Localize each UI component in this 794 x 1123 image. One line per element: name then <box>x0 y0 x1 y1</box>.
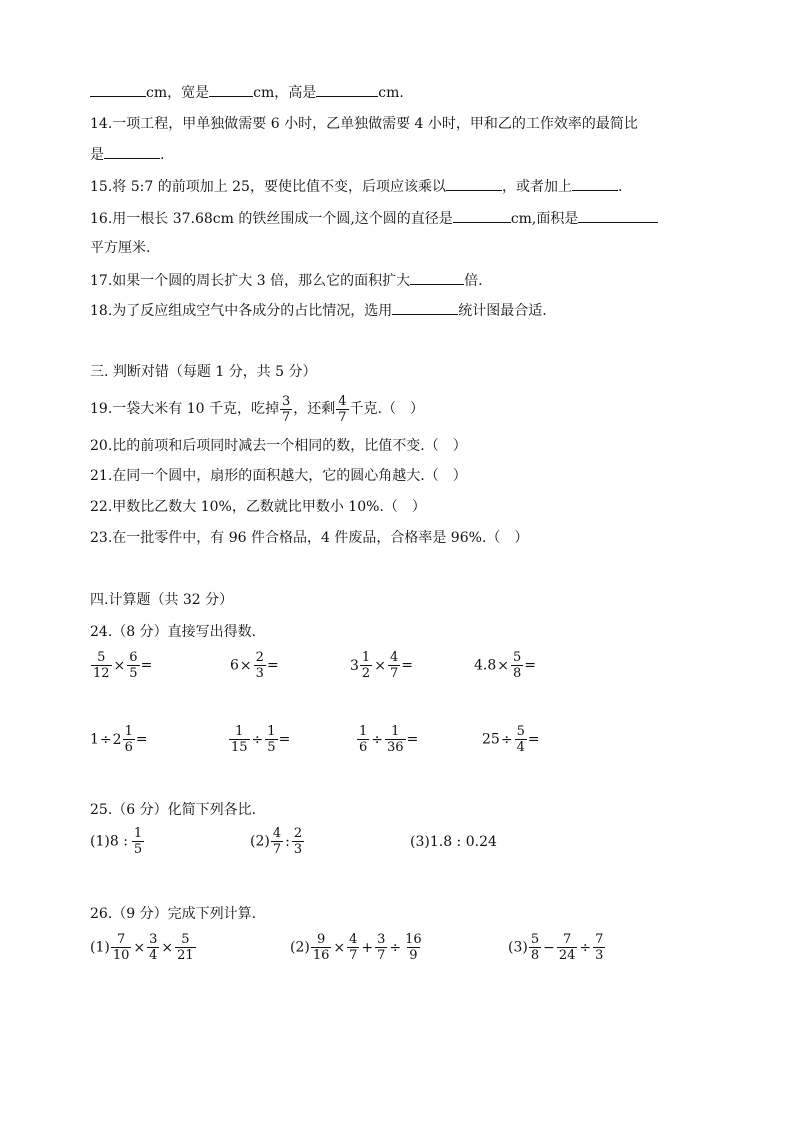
numerator: 4 <box>349 932 358 947</box>
denominator: 15 <box>231 740 248 755</box>
q16-line2: 平方厘米. <box>90 240 151 256</box>
q22: 22.甲数比乙数大 10%，乙数就比甲数小 10%.（ ） <box>90 499 426 515</box>
q16-line1: 16.用一根长 37.68cm 的铁丝围成一个圆,这个圆的直径是 cm,面积是 <box>90 208 658 229</box>
denominator: 2 <box>361 666 371 681</box>
q25-part-3: (3)1.8 : 0.24 <box>410 834 497 850</box>
operator: ÷ <box>579 939 592 956</box>
fraction <box>557 932 578 963</box>
fraction <box>593 932 605 963</box>
q25-part-1: (1)8 : $\frac{1}{5}$ <box>90 826 143 857</box>
section-3-title: 三. 判断对错（每题 1 分，共 5 分） <box>90 364 317 380</box>
denominator: 3 <box>255 666 264 681</box>
numerator: 1 <box>267 724 276 739</box>
fraction <box>254 650 266 681</box>
numerator: 7 <box>562 932 572 947</box>
fraction <box>147 932 159 963</box>
fraction <box>292 826 304 857</box>
numerator: 16 <box>405 932 422 947</box>
denominator: 12 <box>93 666 110 681</box>
q25-part-2: (2) $\frac{4}{7}$ : $\frac{2}{3}$ <box>250 826 303 857</box>
fraction <box>529 932 541 963</box>
q24-expr-4: 4.8× $\frac{5}{8}$ = <box>474 650 537 681</box>
denominator: 24 <box>558 948 576 963</box>
q17: 17.如果一个圆的周长扩大 3 倍，那么它的面积扩大 倍. <box>90 270 483 291</box>
denominator: 5 <box>267 740 276 755</box>
answer-blank[interactable] <box>209 82 253 97</box>
operator: : <box>285 833 290 850</box>
denominator: 9 <box>409 948 418 963</box>
operator: ÷ <box>251 731 264 748</box>
denominator: 21 <box>177 948 194 963</box>
operator: × <box>497 657 509 674</box>
fraction <box>271 826 283 857</box>
answer-blank[interactable] <box>578 208 658 223</box>
denominator: 5 <box>133 842 143 857</box>
denominator: 8 <box>530 948 540 963</box>
denominator: 6 <box>359 740 368 755</box>
numerator: 5 <box>516 724 525 739</box>
numerator: 3 <box>281 393 291 409</box>
denominator: 8 <box>513 666 522 681</box>
q24-expr-5: 1÷ 2 $\frac{1}{6}$ = <box>90 724 148 755</box>
fraction <box>311 932 332 963</box>
numerator: 4 <box>338 393 347 409</box>
q26-title: 26.（9 分）完成下列计算. <box>90 906 257 922</box>
operator: × <box>333 939 346 956</box>
denominator: 7 <box>377 948 386 963</box>
answer-blank[interactable] <box>410 270 464 285</box>
operator: × <box>239 657 252 674</box>
denominator: 3 <box>595 948 604 963</box>
answer-blank[interactable] <box>572 176 618 191</box>
q18: 18.为了反应组成空气中各成分的占比情况，选用 统计图最合适. <box>90 300 547 321</box>
numerator: 5 <box>530 932 540 947</box>
q14-line2: 是 . <box>90 144 164 165</box>
q24-expr-7: $\frac{1}{6}$ ÷ $\frac{1}{36}$ = <box>359 724 419 755</box>
operator: × <box>161 939 174 956</box>
numerator: 1 <box>235 724 244 739</box>
denominator: 36 <box>387 740 404 755</box>
numerator: 3 <box>377 932 386 947</box>
q24-expr-3: 3 $\frac{1}{2}$ × $\frac{4}{7}$ = <box>350 650 413 681</box>
numerator: 6 <box>129 650 138 665</box>
q15: 15.将 5:7 的前项加上 25，要使比值不变，后项应该乘以 ，或者加上 . <box>90 176 622 197</box>
numerator: 5 <box>513 650 522 665</box>
denominator: 10 <box>112 948 130 963</box>
numerator: 9 <box>316 932 326 947</box>
denominator: 7 <box>281 409 291 425</box>
numerator: 5 <box>181 932 190 947</box>
operator: ÷ <box>99 731 112 748</box>
numerator: 3 <box>149 932 158 947</box>
fraction <box>347 932 359 963</box>
q24-title: 24.（8 分）直接写出得数. <box>90 624 257 640</box>
numerator: 1 <box>361 650 371 665</box>
operator: × <box>374 657 386 674</box>
q23: 23.在一批零件中，有 96 件合格品，4 件废品，合格率是 96%.（ ） <box>90 530 529 546</box>
fraction <box>515 724 527 755</box>
denominator: 7 <box>389 666 399 681</box>
fraction <box>385 724 406 755</box>
operator: ÷ <box>500 731 513 748</box>
denominator: 7 <box>349 948 358 963</box>
denominator: 5 <box>129 666 138 681</box>
numerator: 4 <box>272 826 282 841</box>
answer-blank[interactable] <box>316 82 378 97</box>
answer-blank[interactable] <box>446 176 502 191</box>
q26-part-2: (2) $\frac{9}{16}$ × $\frac{4}{7}$ + $\frac{3}{7}$ ÷ $\frac{16}{9}$ <box>290 932 422 963</box>
q24-expr-2: 6× $\frac{2}{3}$ = <box>230 650 279 681</box>
fraction <box>280 394 292 425</box>
numerator: 4 <box>389 650 399 665</box>
fraction <box>229 724 250 755</box>
fraction <box>511 650 523 681</box>
q20: 20.比的前项和后项同时减去一个相同的数，比值不变.（ ） <box>90 438 467 454</box>
denominator: 7 <box>338 409 347 425</box>
numerator: 1 <box>133 826 143 841</box>
numerator: 1 <box>359 724 368 739</box>
numerator: 2 <box>255 650 264 665</box>
numerator: 1 <box>124 724 133 739</box>
q25-title: 25.（6 分）化简下列各比. <box>90 802 257 818</box>
fraction <box>403 932 424 963</box>
fraction <box>132 826 144 857</box>
operator: ÷ <box>371 731 384 748</box>
numerator: 7 <box>595 932 604 947</box>
fraction <box>127 650 139 681</box>
operator: × <box>113 657 126 674</box>
section-4-title: 四.计算题（共 32 分） <box>90 592 234 608</box>
denominator: 16 <box>312 948 330 963</box>
q24-expr-1: $\frac{5}{12}$ × $\frac{6}{5}$ = <box>93 650 153 681</box>
numerator: 2 <box>293 826 303 841</box>
numerator: 5 <box>97 650 106 665</box>
operator: × <box>133 939 146 956</box>
fraction <box>360 650 372 681</box>
fraction <box>175 932 196 963</box>
fraction <box>336 394 348 425</box>
denominator: 4 <box>516 740 525 755</box>
denominator: 3 <box>293 842 303 857</box>
operator: − <box>543 939 555 956</box>
answer-blank[interactable] <box>104 144 160 159</box>
q26-part-1: (1) $\frac{7}{10}$ × $\frac{3}{4}$ × $\frac{5}{21}$ <box>90 932 194 963</box>
denominator: 6 <box>124 740 133 755</box>
numerator: 1 <box>391 724 400 739</box>
numerator: 7 <box>116 932 126 947</box>
denominator: 4 <box>149 948 158 963</box>
operator: + <box>361 939 374 956</box>
fraction <box>357 724 369 755</box>
fraction <box>123 724 135 755</box>
fraction <box>111 932 132 963</box>
fraction <box>375 932 387 963</box>
denominator: 7 <box>272 842 282 857</box>
fraction <box>265 724 277 755</box>
q14-line1: 14.一项工程，甲单独做需要 6 小时，乙单独做需要 4 小时，甲和乙的工作效率的最简比 <box>90 116 638 132</box>
answer-blank[interactable] <box>90 82 146 97</box>
q19: 19.一袋大米有 10 千克，吃掉 $\frac{3}{7}$ ，还剩 $\frac{4}{7}$ 千克.（ ） <box>90 393 424 425</box>
fraction <box>388 650 400 681</box>
q26-part-3: (3) $\frac{5}{8}$ − $\frac{7}{24}$ ÷ $\frac{7}{3}$ <box>508 932 604 963</box>
q21: 21.在同一个圆中，扇形的面积越大，它的圆心角越大.（ ） <box>90 468 467 484</box>
q13-continuation: cm，宽是 cm，高是 cm. <box>90 82 404 103</box>
q24-expr-6: $\frac{1}{15}$ ÷ $\frac{1}{5}$ = <box>231 724 291 755</box>
answer-blank[interactable] <box>453 208 511 223</box>
answer-blank[interactable] <box>392 300 458 315</box>
fraction <box>91 650 112 681</box>
operator: ÷ <box>389 939 402 956</box>
q24-expr-8: 25÷ $\frac{5}{4}$ = <box>482 724 540 755</box>
